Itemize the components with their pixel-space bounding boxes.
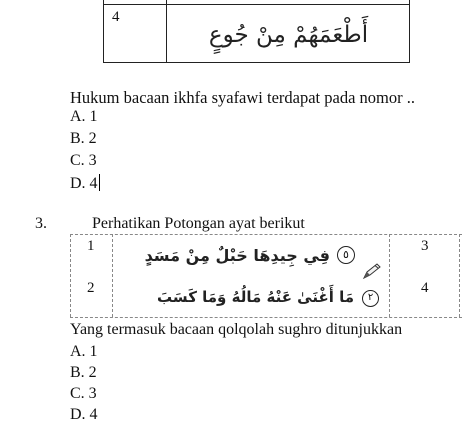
option-d: [70, 174, 100, 193]
q3-option-c: C. 3: [70, 385, 97, 402]
pencil-icon: [362, 262, 382, 285]
cell-number-1: 1: [87, 238, 95, 254]
q3-option-b: B. 2: [70, 364, 97, 381]
text-cursor: [99, 174, 100, 191]
cell-number-3: 3: [421, 238, 429, 254]
cell-number-4: 4: [421, 280, 429, 296]
question-3-prompt: Yang termasuk bacaan qolqolah sughro ditunjukkan: [70, 321, 403, 338]
ayah-2-marker-number: ٢: [367, 292, 374, 303]
q3-option-a: A. 1: [70, 343, 98, 360]
ayah-table-top-border: [70, 234, 462, 235]
option-b: B. 2: [70, 130, 97, 147]
ayah-1-marker: [337, 246, 355, 264]
question-prompt: Hukum bacaan ikhfa syafawi terdapat pada nomor ..: [70, 88, 415, 107]
top-table-rowline: [103, 0, 410, 5]
option-d-label: D. 4: [70, 175, 98, 192]
ayah-1-text: فِي جِيدِهَا حَبْلٌ مِنْ مَسَدٍ: [144, 246, 330, 265]
top-table-number: 4: [112, 9, 120, 25]
ayah-1-marker-number: ٥: [343, 248, 349, 261]
ayah-2-marker: [362, 290, 379, 307]
ayah-2-text: مَا أَغْنَىٰ عَنْهُ مَالُهُ وَمَا كَسَبَ: [157, 288, 354, 306]
ayah-table-divider-1: [112, 234, 113, 317]
cell-number-2: 2: [87, 280, 95, 296]
top-table-arabic-text: أَطْعَمَهُمْ مِنْ جُوعٍ: [208, 22, 369, 48]
option-c: C. 3: [70, 152, 97, 169]
ayah-table-divider-2: [389, 234, 390, 317]
option-a: A. 1: [70, 108, 98, 125]
question-number: 3.: [35, 215, 47, 232]
q3-option-d: D. 4: [70, 406, 98, 423]
ayah-table-divider-3: [459, 234, 460, 317]
ayah-table-left-border: [70, 234, 71, 317]
ayah-table-bottom-border: [70, 317, 462, 318]
question-title: Perhatikan Potongan ayat berikut: [92, 215, 305, 232]
